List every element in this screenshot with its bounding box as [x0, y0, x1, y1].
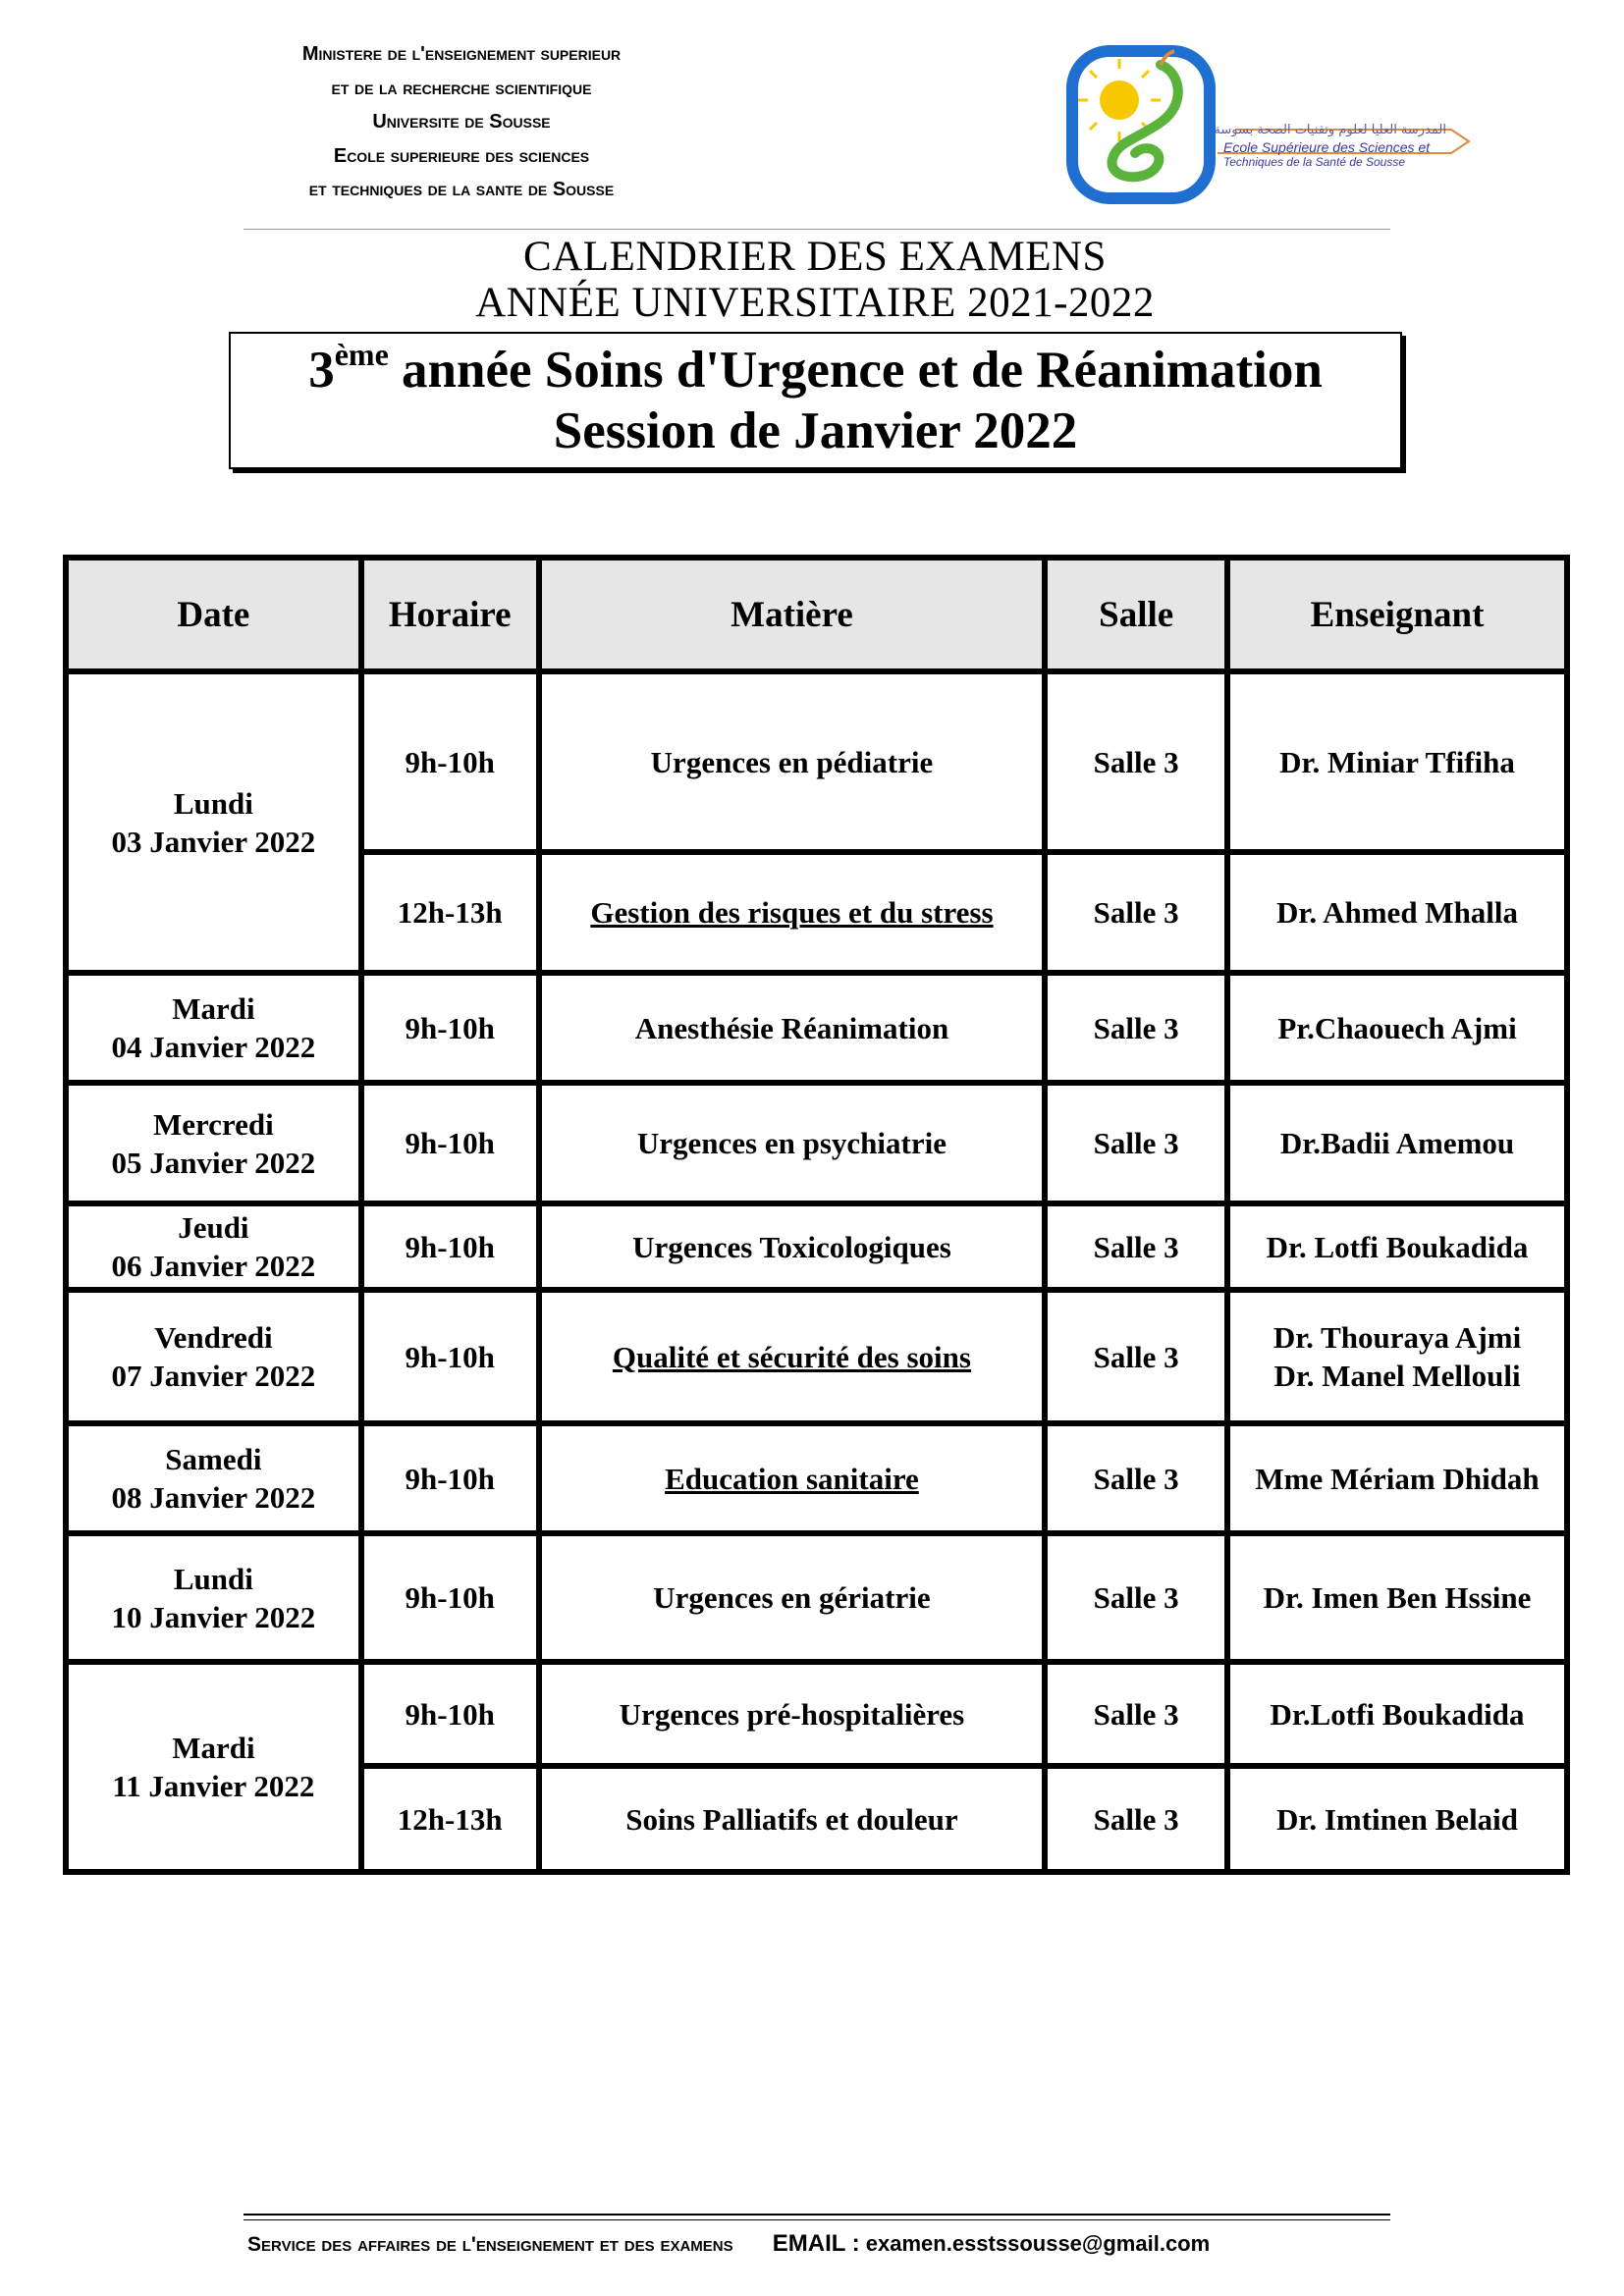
room-cell: Salle 3: [1048, 855, 1224, 970]
day-name: Mardi: [172, 991, 255, 1026]
program-title-box: [229, 332, 1402, 469]
teacher-cell: [1230, 1293, 1564, 1420]
calendar-title-line2: ANNÉE UNIVERSITAIRE 2021-2022: [475, 280, 1155, 326]
institution-header: [196, 37, 727, 207]
subject-cell: Anesthésie Réanimation: [542, 976, 1043, 1080]
school-logo: [1058, 43, 1490, 210]
subject-cell: Urgences en gériatrie: [542, 1536, 1043, 1659]
table-row: [69, 1206, 1564, 1287]
footer: [247, 2230, 1396, 2258]
day-name: Jeudi: [178, 1210, 249, 1245]
date-value: 11 Janvier 2022: [112, 1769, 315, 1803]
date-cell: [69, 674, 358, 970]
day-name: Mardi: [172, 1731, 255, 1765]
footer-email: examen.esstssousse@gmail.com: [865, 2231, 1211, 2256]
footer-divider-thin: [244, 2219, 1390, 2220]
date-value: 08 Janvier 2022: [111, 1480, 316, 1515]
room-cell: Salle 3: [1048, 674, 1224, 849]
time-cell: 9h-10h: [364, 1206, 536, 1287]
column-header-date: Date: [69, 561, 358, 668]
year-suffix: ème: [334, 337, 389, 372]
logo-text-line1: Ecole Supérieure des Sciences et: [1223, 139, 1431, 155]
subject-cell: [542, 1426, 1043, 1530]
column-header-teacher: Enseignant: [1230, 561, 1564, 668]
subject-text: Gestion des risques et du stress: [590, 895, 994, 930]
calendar-title: [226, 234, 1404, 326]
year-number: 3: [308, 342, 335, 399]
teacher-cell: Dr. Ahmed Mhalla: [1230, 855, 1564, 970]
room-cell: Salle 3: [1048, 1665, 1224, 1763]
time-cell: 9h-10h: [364, 976, 536, 1080]
table-header-row: [69, 561, 1564, 668]
institution-line: et techniques de la sante de Sousse: [308, 179, 615, 200]
teacher-cell: Dr. Lotfi Boukadida: [1230, 1206, 1564, 1287]
room-cell: Salle 3: [1048, 976, 1224, 1080]
subject-cell: [542, 1293, 1043, 1420]
teacher-cell: Mme Mériam Dhidah: [1230, 1426, 1564, 1530]
program-name-text: année Soins d'Urgence et de Réanimation: [388, 342, 1323, 399]
header-divider: [244, 229, 1390, 230]
time-cell: 9h-10h: [364, 1426, 536, 1530]
teacher-cell: Dr.Lotfi Boukadida: [1230, 1665, 1564, 1763]
subject-cell: Soins Palliatifs et douleur: [542, 1769, 1043, 1869]
room-cell: Salle 3: [1048, 1206, 1224, 1287]
table-row: [69, 1536, 1564, 1659]
date-value: 05 Janvier 2022: [111, 1145, 316, 1180]
date-value: 06 Janvier 2022: [111, 1249, 316, 1283]
program-name: [231, 337, 1400, 400]
date-value: 10 Janvier 2022: [111, 1599, 316, 1634]
logo-arabic-text: المدرسة العليا لعلوم وتقنيات الصحة بسوسة: [1214, 123, 1446, 137]
date-cell: [69, 1536, 358, 1659]
teacher-cell: Dr.Badii Amemou: [1230, 1086, 1564, 1201]
logo-text-line2: Techniques de la Santé de Sousse: [1223, 155, 1406, 169]
column-header-subject: Matière: [542, 561, 1043, 668]
table-row: [69, 1426, 1564, 1530]
table-row: [69, 1293, 1564, 1420]
column-header-room: Salle: [1048, 561, 1224, 668]
institution-line: Ministere de l'enseignement superieur: [301, 43, 622, 65]
table-row: [69, 1086, 1564, 1201]
date-cell: [69, 1293, 358, 1420]
date-value: 04 Janvier 2022: [111, 1030, 316, 1064]
institution-line: et de la recherche scientifique: [331, 77, 592, 99]
session-name: Session de Janvier 2022: [553, 402, 1078, 459]
time-cell: 9h-10h: [364, 1086, 536, 1201]
day-name: Mercredi: [152, 1106, 274, 1142]
institution-line: Ecole superieure des sciences: [333, 144, 590, 167]
subject-text: Education sanitaire: [665, 1461, 919, 1496]
footer-email-label: EMAIL :: [772, 2230, 860, 2257]
date-cell: [69, 1206, 358, 1287]
teacher-cell: Dr. Miniar Tfifiha: [1230, 674, 1564, 849]
time-cell: 9h-10h: [364, 674, 536, 849]
institution-line: Universite de Sousse: [372, 111, 551, 133]
room-cell: Salle 3: [1048, 1536, 1224, 1659]
room-cell: Salle 3: [1048, 1769, 1224, 1869]
subject-cell: Urgences en psychiatrie: [542, 1086, 1043, 1201]
table-row: [69, 976, 1564, 1080]
footer-divider: [244, 2214, 1390, 2216]
date-value: 03 Janvier 2022: [111, 824, 316, 859]
subject-cell: Urgences en pédiatrie: [542, 674, 1043, 849]
date-cell: [69, 1426, 358, 1530]
calendar-title-line1: CALENDRIER DES EXAMENS: [523, 234, 1107, 280]
table-row: [69, 1665, 1564, 1763]
date-value: 07 Janvier 2022: [111, 1359, 316, 1393]
footer-service: Service des affaires de l'enseignement et des examens: [247, 2233, 733, 2256]
day-name: Lundi: [173, 1561, 253, 1596]
time-cell: 12h-13h: [364, 855, 536, 970]
day-name: Samedi: [165, 1442, 262, 1476]
day-name: Vendredi: [154, 1320, 273, 1355]
teacher-name: Dr. Thouraya Ajmi: [1272, 1320, 1522, 1355]
day-name: Lundi: [173, 785, 253, 821]
subject-cell: [542, 855, 1043, 970]
time-cell: 12h-13h: [364, 1769, 536, 1869]
teacher-cell: Pr.Chaouech Ajmi: [1230, 976, 1564, 1080]
time-cell: 9h-10h: [364, 1293, 536, 1420]
time-cell: 9h-10h: [364, 1665, 536, 1763]
table-row: [69, 674, 1564, 849]
column-header-time: Horaire: [364, 561, 536, 668]
exam-schedule-table: [63, 555, 1570, 1875]
subject-cell: Urgences Toxicologiques: [542, 1206, 1043, 1287]
teacher-cell: Dr. Imen Ben Hssine: [1230, 1536, 1564, 1659]
room-cell: Salle 3: [1048, 1293, 1224, 1420]
teacher-cell: Dr. Imtinen Belaid: [1230, 1769, 1564, 1869]
time-cell: 9h-10h: [364, 1536, 536, 1659]
date-cell: [69, 1086, 358, 1201]
subject-cell: Urgences pré-hospitalières: [542, 1665, 1043, 1763]
date-cell: [69, 976, 358, 1080]
subject-text: Qualité et sécurité des soins: [612, 1339, 971, 1374]
date-cell: [69, 1665, 358, 1869]
room-cell: Salle 3: [1048, 1086, 1224, 1201]
teacher-name-2: Dr. Manel Mellouli: [1273, 1359, 1521, 1393]
room-cell: Salle 3: [1048, 1426, 1224, 1530]
